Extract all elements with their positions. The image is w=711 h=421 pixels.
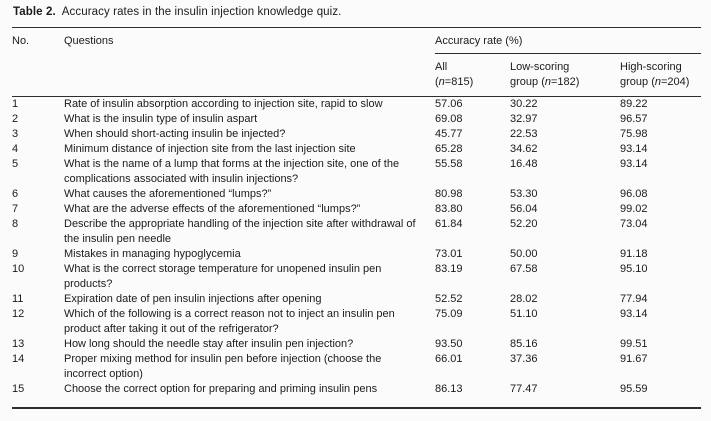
table-row (12, 382, 701, 408)
column-header-high-n (620, 75, 701, 90)
cell-all: 65.28 (435, 143, 463, 155)
cell-low: 67.58 (510, 263, 538, 275)
cell-question: When should short-acting insulin be injected? (64, 128, 286, 140)
cell-all: 93.50 (435, 338, 463, 350)
cell-all: 69.08 (435, 113, 463, 125)
cell-low: 85.16 (510, 338, 538, 350)
table-row (12, 127, 701, 142)
cell-all: 80.98 (435, 188, 463, 200)
n-symbol: n (654, 76, 661, 88)
cell-high: 89.22 (620, 98, 648, 110)
cell-all: 55.58 (435, 158, 463, 170)
table-caption-label: Table 2. (13, 6, 56, 18)
cell-high: 77.94 (620, 293, 648, 305)
cell-no: 7 (12, 203, 19, 215)
table-row (12, 292, 701, 307)
table-row (12, 262, 701, 292)
cell-no: 13 (12, 338, 25, 350)
column-header-all-line1: All (435, 61, 448, 73)
cell-question: What causes the aforementioned “lumps?” (64, 188, 272, 200)
cell-low: 32.97 (510, 113, 538, 125)
column-header-accuracy-span: Accuracy rate (%) (435, 28, 701, 54)
cell-high: 93.14 (620, 308, 648, 320)
table-body (12, 97, 701, 409)
cell-question: Minimum distance of injection site from the last injection site (64, 143, 356, 155)
cell-question: Choose the correct option for preparing and priming insulin pens (64, 383, 378, 395)
cell-all: 45.77 (435, 128, 463, 140)
table-row (12, 112, 701, 127)
n-symbol: n (438, 76, 445, 88)
cell-high: 93.14 (620, 158, 648, 170)
cell-high: 95.10 (620, 263, 648, 275)
n-count: =182) (550, 76, 580, 88)
cell-high: 75.98 (620, 128, 648, 140)
cell-question: What is the name of a lump that forms at the injection site, one of the complications associated with insulin injections? (64, 158, 400, 185)
cell-no: 9 (12, 248, 19, 260)
accuracy-table (12, 27, 701, 409)
cell-low: 77.47 (510, 383, 538, 395)
cell-question: Rate of insulin absorption according to injection site, rapid to slow (64, 98, 383, 110)
cell-all: 66.01 (435, 353, 463, 365)
column-header-low (510, 54, 620, 97)
cell-all: 75.09 (435, 308, 463, 320)
cell-low: 34.62 (510, 143, 538, 155)
cell-high: 95.59 (620, 383, 648, 395)
cell-no: 11 (12, 293, 24, 305)
n-prefix: ( (435, 76, 439, 88)
cell-low: 16.48 (510, 158, 538, 170)
cell-no: 12 (12, 308, 25, 320)
column-header-no: No. (12, 28, 64, 97)
cell-high: 99.51 (620, 338, 648, 350)
cell-high: 96.08 (620, 188, 648, 200)
cell-low: 22.53 (510, 128, 538, 140)
cell-all: 52.52 (435, 293, 463, 305)
cell-low: 51.10 (510, 308, 538, 320)
header-row-top (12, 28, 701, 54)
column-header-low-line1: Low-scoring (510, 61, 570, 73)
cell-no: 14 (12, 353, 25, 365)
cell-question: How long should the needle stay after insulin pen injection? (64, 338, 354, 350)
column-header-low-n (510, 75, 620, 90)
column-header-all (435, 54, 510, 97)
cell-question: Mistakes in managing hypoglycemia (64, 248, 241, 260)
table-row (12, 217, 701, 247)
cell-question: Proper mixing method for insulin pen before injection (choose the incorrect option) (64, 353, 382, 380)
n-symbol: n (544, 76, 551, 88)
n-count: =204) (660, 76, 690, 88)
cell-low: 37.36 (510, 353, 538, 365)
table-row (12, 157, 701, 187)
table-row (12, 247, 701, 262)
cell-no: 15 (12, 383, 25, 395)
cell-all: 57.06 (435, 98, 463, 110)
cell-question: Expiration date of pen insulin injections after opening (64, 293, 322, 305)
cell-low: 52.20 (510, 218, 538, 230)
cell-question: What is the correct storage temperature for unopened insulin pen products? (64, 263, 382, 290)
column-header-all-n (435, 75, 510, 90)
cell-question: Describe the appropriate handling of the injection site after withdrawal of the insulin pen needle (64, 218, 416, 245)
n-prefix: group ( (510, 76, 545, 88)
cell-low: 50.00 (510, 248, 538, 260)
column-header-questions: Questions (64, 28, 435, 97)
cell-low: 56.04 (510, 203, 538, 215)
cell-no: 6 (12, 188, 19, 200)
cell-high: 99.02 (620, 203, 648, 215)
cell-all: 86.13 (435, 383, 463, 395)
cell-question: What is the insulin type of insulin aspart (64, 113, 258, 125)
cell-all: 83.19 (435, 263, 463, 275)
cell-question: What are the adverse effects of the aforementioned “lumps?” (64, 203, 361, 215)
cell-high: 73.04 (620, 218, 648, 230)
table-row (12, 307, 701, 337)
table-row (12, 352, 701, 382)
table-caption (13, 5, 701, 19)
n-prefix: group ( (620, 76, 655, 88)
cell-low: 28.02 (510, 293, 538, 305)
table-row (12, 337, 701, 352)
cell-high: 96.57 (620, 113, 648, 125)
table-caption-text: Accuracy rates in the insulin injection knowledge quiz. (61, 6, 342, 18)
cell-high: 91.18 (620, 248, 648, 260)
cell-question: Which of the following is a correct reason not to inject an insulin pen product after taking it out of the refrigerator? (64, 308, 395, 335)
cell-low: 53.30 (510, 188, 538, 200)
cell-no: 8 (12, 218, 19, 230)
cell-no: 3 (12, 128, 19, 140)
cell-no: 4 (12, 143, 19, 155)
cell-no: 1 (12, 98, 19, 110)
column-header-high-line1: High-scoring (620, 61, 682, 73)
cell-all: 61.84 (435, 218, 463, 230)
table-row (12, 142, 701, 157)
cell-all: 73.01 (435, 248, 463, 260)
cell-high: 93.14 (620, 143, 648, 155)
table-row (12, 187, 701, 202)
table-row (12, 202, 701, 217)
table-header (12, 28, 701, 97)
cell-low: 30.22 (510, 98, 538, 110)
cell-all: 83.80 (435, 203, 463, 215)
n-count: =815) (444, 76, 474, 88)
column-header-high (620, 54, 701, 97)
cell-no: 5 (12, 158, 19, 170)
cell-no: 10 (12, 263, 25, 275)
cell-no: 2 (12, 113, 19, 125)
cell-high: 91.67 (620, 353, 648, 365)
table-row (12, 97, 701, 113)
